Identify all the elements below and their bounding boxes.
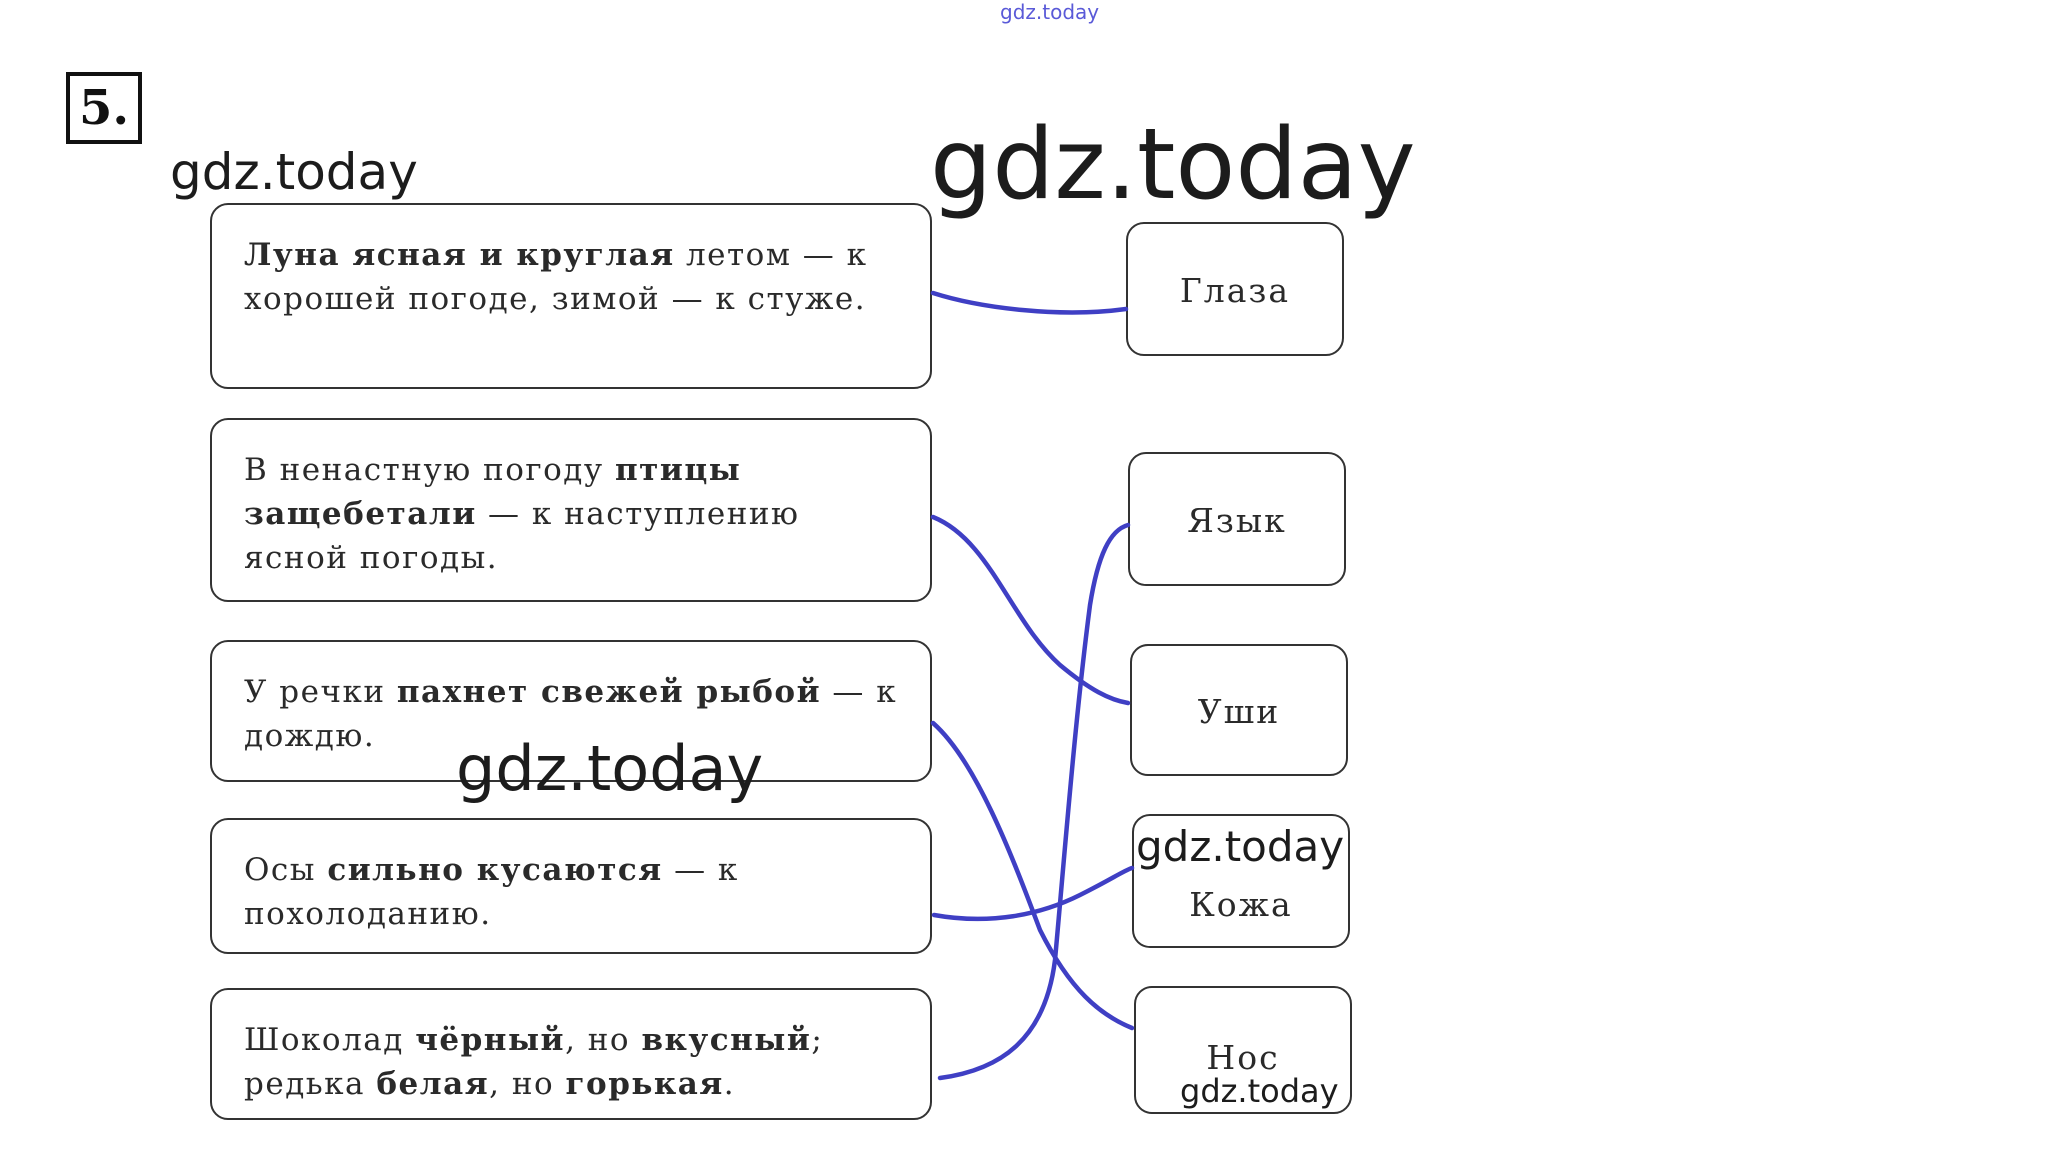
- organ-card-eyes[interactable]: [1126, 222, 1344, 356]
- connection-line-eyes: [933, 293, 1126, 312]
- organ-label: Язык: [1187, 501, 1287, 540]
- sign-text: ; редька: [244, 1022, 824, 1102]
- sign-text-bold: птицы защебетали: [244, 452, 742, 532]
- connection-line-nose: [933, 723, 1132, 1028]
- connection-line-skin: [934, 868, 1132, 919]
- organ-card-tongue[interactable]: [1128, 452, 1346, 586]
- sign-card-1[interactable]: [210, 203, 932, 389]
- sign-text: — к наступлению ясной погоды.: [244, 496, 800, 576]
- sign-text: — к похолоданию.: [244, 852, 739, 932]
- organ-label: Глаза: [1179, 271, 1291, 310]
- sign-text: У речки: [244, 674, 397, 710]
- task-number: 5.: [66, 72, 142, 144]
- connection-line-tongue: [940, 525, 1128, 1078]
- watermark: gdz.today: [1000, 0, 1100, 24]
- watermark: gdz.today: [1180, 1072, 1339, 1110]
- sign-card-4[interactable]: [210, 818, 932, 954]
- organ-label: Нос: [1206, 1038, 1280, 1077]
- watermark: gdz.today: [1136, 822, 1345, 871]
- organ-card-ears[interactable]: [1130, 644, 1348, 776]
- sign-card-2[interactable]: [210, 418, 932, 602]
- sign-text: , но: [565, 1022, 642, 1058]
- sign-text: Осы: [244, 852, 328, 888]
- sign-text-bold: белая: [376, 1066, 490, 1102]
- sign-text-bold: Луна ясная и круглая: [244, 237, 675, 273]
- sign-text: В ненастную погоду: [244, 452, 615, 488]
- sign-text: летом — к хорошей погоде, зимой — к стуже.: [244, 237, 868, 317]
- watermark: gdz.today: [456, 732, 764, 805]
- sign-text-bold: горькая: [565, 1066, 724, 1102]
- organ-label: Уши: [1197, 692, 1281, 731]
- sign-text: Шоколад: [244, 1022, 416, 1058]
- sign-text-bold: пахнет свежей рыбой: [396, 674, 822, 710]
- sign-text-bold: чёрный: [415, 1022, 566, 1058]
- sign-text-bold: вкусный: [641, 1022, 812, 1058]
- sign-text: .: [723, 1066, 736, 1102]
- watermark: gdz.today: [930, 108, 1416, 222]
- connection-line-ears: [933, 517, 1128, 703]
- sign-text-bold: сильно кусаются: [327, 852, 663, 888]
- sign-text: — к дождю.: [244, 674, 898, 754]
- sign-card-5[interactable]: [210, 988, 932, 1120]
- organ-label: Кожа: [1189, 885, 1293, 924]
- sign-text: , но: [489, 1066, 566, 1102]
- watermark: gdz.today: [170, 143, 418, 201]
